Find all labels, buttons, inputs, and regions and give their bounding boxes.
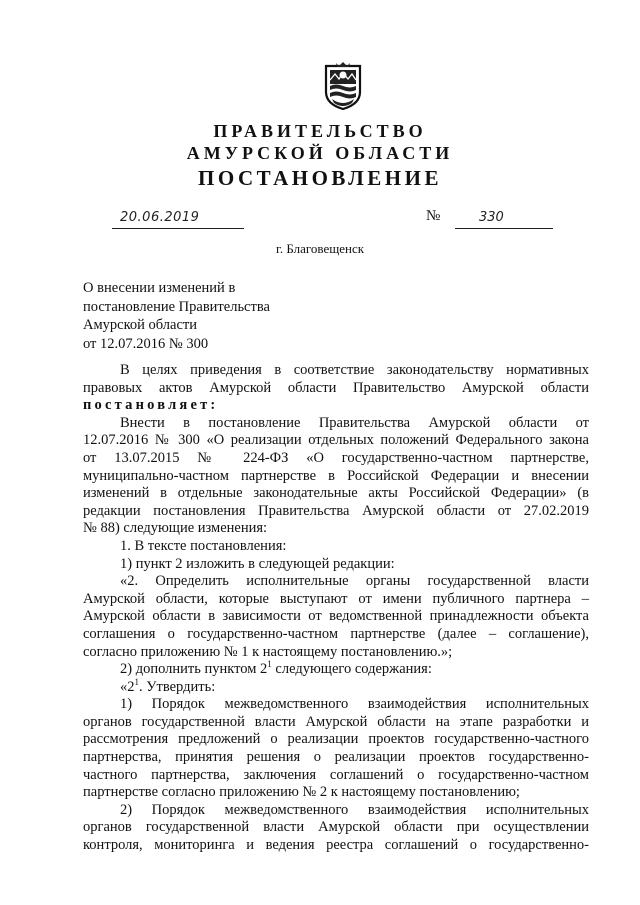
body-line: частного партнерства, заключения соглашений о государственно-частном	[83, 766, 589, 783]
coat-of-arms-icon	[322, 62, 364, 110]
document-body	[83, 362, 589, 855]
body-line: 1) Порядок межведомственного взаимодействия исполнительных	[120, 696, 589, 713]
text-span: . Утвердить:	[139, 678, 216, 695]
body-line: 1) пункт 2 изложить в следующей редакции:	[120, 555, 395, 572]
body-line: редакции постановления Правительства Амурской области от 27.02.2019	[83, 502, 589, 519]
text-span: следующего содержания:	[271, 661, 432, 678]
body-line: 1. В тексте постановления:	[120, 537, 287, 554]
date-field	[112, 210, 244, 229]
body-line: соглашения о государственно-частном партнерстве (далее – соглашение),	[83, 625, 589, 642]
body-line: от 13.07.2015 № 224-ФЗ «О государственно-частном партнерстве,	[83, 449, 589, 466]
body-line: муниципально-частном партнерстве в Российской Федерации и внесении	[83, 467, 589, 484]
body-line	[83, 661, 589, 679]
body-line	[83, 676, 589, 697]
body-line: рассмотрения предложений о реализации проектов государственно-частного	[83, 731, 589, 748]
body-line: Амурской области, которые выступают от имени публичного партнера –	[83, 590, 589, 607]
org-title-line-2: АМУРСКОЙ ОБЛАСТИ	[186, 143, 454, 163]
body-line: партнерства, принятия решения о реализации проектов государственно-	[83, 749, 589, 766]
superscript: 1	[267, 659, 272, 670]
text-span: 2) дополнить пунктом 2	[120, 661, 268, 678]
body-line: партнерстве согласно приложению № 2 к настоящему постановлению;	[83, 784, 520, 801]
org-title-line-1: ПРАВИТЕЛЬСТВО	[213, 121, 427, 141]
body-line: № 88) следующие изменения:	[83, 520, 268, 537]
resolves-word: постановляет:	[83, 397, 219, 414]
subject-line: Амурской области	[83, 317, 197, 333]
superscript: 1	[134, 676, 139, 687]
number-sign: №	[426, 208, 441, 224]
body-line: Амурской области в зависимости от ведомственной принадлежности объекта	[83, 608, 589, 625]
subject-line: О внесении изменений в	[83, 280, 236, 296]
number-field	[455, 210, 553, 229]
body-line: согласно приложению № 1 к настоящему постановлению.»;	[83, 643, 453, 660]
body-line: Внести в постановление Правительства Амурской области от	[120, 414, 589, 431]
body-line: контроля, мониторинга и ведения реестра соглашений о государственно-	[83, 837, 589, 854]
body-line: органов государственной власти Амурской области при осуществлении	[83, 819, 589, 836]
body-line: «2. Определить исполнительные органы государственной власти	[120, 573, 589, 590]
body-line	[83, 397, 589, 415]
number-value: 330	[479, 210, 504, 225]
date-value: 20.06.2019	[120, 210, 200, 225]
subject-line: от 12.07.2016 № 300	[83, 335, 209, 352]
text-span: «2	[120, 678, 135, 695]
body-line: правовых актов Амурской области Правительство Амурской области	[83, 379, 589, 396]
city: г. Благовещенск	[275, 241, 365, 256]
document-type: ПОСТАНОВЛЕНИЕ	[198, 166, 442, 190]
body-line: органов государственной власти Амурской области на этапе разработки и	[83, 713, 589, 730]
body-line: 2) Порядок межведомственного взаимодействия исполнительных	[120, 801, 589, 818]
body-line: изменений в отдельные законодательные акты Российской Федерации» (в	[83, 485, 589, 502]
subject-line: постановление Правительства	[83, 298, 270, 315]
subject-block	[83, 279, 270, 353]
body-line: 12.07.2016 № 300 «О реализации отдельных положений Федерального закона	[83, 432, 589, 449]
body-line: В целях приведения в соответствие законодательству нормативных	[120, 362, 589, 378]
